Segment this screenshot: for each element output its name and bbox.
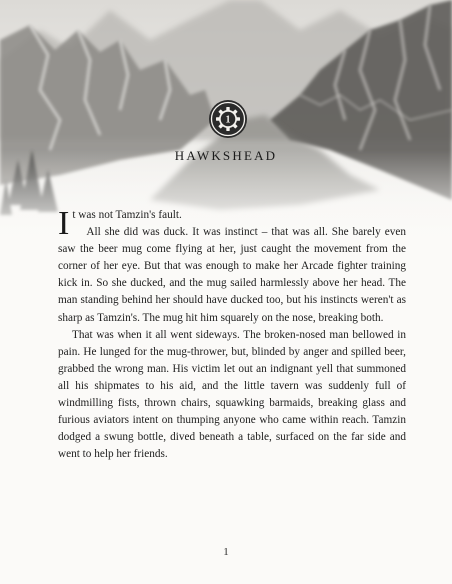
page-number: 1 (223, 546, 229, 558)
chapter-body (58, 207, 406, 463)
chapter-title: HAWKSHEAD (174, 148, 278, 163)
chapter-number: 1 (225, 114, 231, 126)
paragraph-1 (58, 205, 406, 242)
paragraph-1-text: t was not Tamzin's fault. (72, 209, 182, 221)
paragraph-2: All she did was duck. It was instinct – that was all. She barely even saw the beer mug come flying at her, just caught the movement from the corner of her eye. But that was enough to make her Arcade fighter training kick in. So she ducked, and the mug sailed harmlessly above her head. The man standing behind her should have ducked too, but his instincts weren't as sharp as Tamzin's. The mug hit him squarely on the nose, breaking both. (58, 226, 406, 324)
paragraph-3: That was when it all went sideways. The broken-nosed man bellowed in pain. He lunged for the mug-thrower, but, blinded by anger and spilled beer, grabbed the wrong man. His victim let out an indignant yell that summoned all his shipmates to his aid, and the little tavern was suddenly full of windmilling fists, thrown chairs, squawking barmaids, breaking glass and furious aviators intent on thumping anyone who came within reach. Tamzin dodged a swung bottle, dived beneath a table, surfaced on the far side and went to help her friends. (58, 328, 406, 461)
drop-cap: I (58, 205, 70, 242)
gear-emblem-icon (208, 99, 248, 139)
